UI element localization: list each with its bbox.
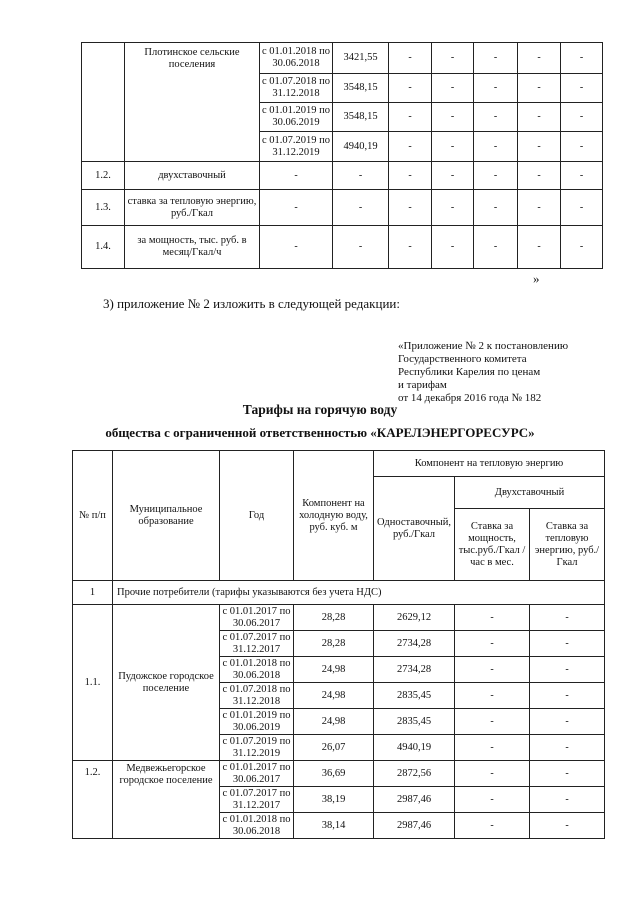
dash-cell: -	[518, 226, 561, 269]
row-label: ставка за тепловую энергию, руб./Гкал	[125, 190, 260, 226]
dash-cell: -	[333, 226, 389, 269]
thermal-rate-cell: -	[530, 709, 605, 735]
dash-cell: -	[561, 103, 603, 132]
capacity-cell: -	[455, 657, 530, 683]
dash-cell: -	[561, 226, 603, 269]
capacity-cell: -	[455, 813, 530, 839]
group-num: 1.2.	[73, 761, 113, 839]
header-thermal-rate: Ставка за тепловую энергию, руб./Гкал	[530, 509, 605, 581]
dash-cell: -	[561, 190, 603, 226]
document-subtitle: общества с ограниченной ответственностью «КАРЕЛЭНЕРГОРЕСУРС»	[105, 425, 535, 440]
one-rate-cell: 2987,46	[374, 787, 455, 813]
period-cell: с 01.01.2019 по 30.06.2019	[220, 709, 294, 735]
thermal-rate-cell: -	[530, 631, 605, 657]
dash-cell: -	[518, 43, 561, 74]
dash-cell: -	[561, 43, 603, 74]
period-cell: с 01.07.2018 по 31.12.2018	[260, 74, 333, 103]
thermal-rate-cell: -	[530, 761, 605, 787]
period-cell: с 01.07.2017 по 31.12.2017	[220, 787, 294, 813]
dash-cell: -	[474, 162, 518, 190]
one-rate-cell: 2987,46	[374, 813, 455, 839]
continuation-table	[81, 42, 603, 269]
dash-cell: -	[260, 162, 333, 190]
cold-cell: 24,98	[294, 709, 374, 735]
dash-cell: -	[432, 43, 474, 74]
dash-cell: -	[432, 74, 474, 103]
period-cell: с 01.01.2018 по 30.06.2018	[220, 813, 294, 839]
cold-cell: 38,14	[294, 813, 374, 839]
dash-cell: -	[474, 103, 518, 132]
row-number-cell	[82, 43, 125, 162]
table-row	[82, 226, 603, 269]
capacity-cell: -	[455, 631, 530, 657]
row-number: 1.2.	[82, 162, 125, 190]
section-row	[73, 581, 605, 605]
period-cell: с 01.01.2017 по 30.06.2017	[220, 605, 294, 631]
dash-cell: -	[260, 190, 333, 226]
row-number: 1.3.	[82, 190, 125, 226]
dash-cell: -	[260, 226, 333, 269]
value-cell: 3548,15	[333, 74, 389, 103]
closing-quote: »	[533, 271, 540, 286]
header-num: № п/п	[73, 451, 113, 581]
document-title: Тарифы на горячую воду	[242, 402, 398, 417]
dash-cell: -	[561, 74, 603, 103]
capacity-cell: -	[455, 683, 530, 709]
table-row	[82, 43, 603, 74]
value-cell: 3548,15	[333, 103, 389, 132]
period-cell: с 01.01.2018 по 30.06.2018	[260, 43, 333, 74]
value-cell: 4940,19	[333, 132, 389, 162]
thermal-rate-cell: -	[530, 605, 605, 631]
dash-cell: -	[432, 190, 474, 226]
dash-cell: -	[561, 132, 603, 162]
period-cell: с 01.07.2019 по 31.12.2019	[260, 132, 333, 162]
table-row	[82, 190, 603, 226]
dash-cell: -	[389, 74, 432, 103]
dash-cell: -	[518, 132, 561, 162]
appendix-line: и тарифам	[398, 379, 447, 391]
value-cell: 3421,55	[333, 43, 389, 74]
one-rate-cell: 2835,45	[374, 709, 455, 735]
table-row	[82, 162, 603, 190]
group-name: Медвежьегорское городское поселение	[113, 761, 220, 839]
table-row	[73, 761, 605, 787]
dash-cell: -	[474, 190, 518, 226]
cold-cell: 28,28	[294, 631, 374, 657]
period-cell: с 01.07.2017 по 31.12.2017	[220, 631, 294, 657]
tariff-table	[72, 450, 605, 839]
period-cell: с 01.07.2019 по 31.12.2019	[220, 735, 294, 761]
dash-cell: -	[389, 162, 432, 190]
dash-cell: -	[518, 162, 561, 190]
org-label: Плотинское сельские поселения	[125, 43, 260, 162]
thermal-rate-cell: -	[530, 813, 605, 839]
one-rate-cell: 2734,28	[374, 631, 455, 657]
dash-cell: -	[474, 74, 518, 103]
row-label: двухставочный	[125, 162, 260, 190]
dash-cell: -	[333, 190, 389, 226]
dash-cell: -	[518, 190, 561, 226]
period-cell: с 01.01.2017 по 30.06.2017	[220, 761, 294, 787]
cold-cell: 28,28	[294, 605, 374, 631]
dash-cell: -	[518, 74, 561, 103]
header-row	[73, 451, 605, 477]
amendment-item: 3) приложение № 2 изложить в следующей редакции:	[103, 296, 400, 311]
section-label: Прочие потребители (тарифы указываются без учета НДС)	[113, 581, 605, 605]
appendix-line: от 14 декабря 2016 года № 182	[398, 392, 542, 404]
thermal-rate-cell: -	[530, 683, 605, 709]
thermal-rate-cell: -	[530, 735, 605, 761]
dash-cell: -	[432, 103, 474, 132]
dash-cell: -	[474, 132, 518, 162]
header-capacity: Ставка за мощность, тыс.руб./Гкал / час в мес.	[455, 509, 530, 581]
dash-cell: -	[389, 132, 432, 162]
one-rate-cell: 2734,28	[374, 657, 455, 683]
appendix-line: Государственного комитета	[398, 353, 527, 365]
dash-cell: -	[389, 103, 432, 132]
dash-cell: -	[432, 162, 474, 190]
header-thermal: Компонент на тепловую энергию	[374, 451, 605, 477]
appendix-line: «Приложение № 2 к постановлению	[398, 340, 569, 352]
cold-cell: 24,98	[294, 657, 374, 683]
header-municipality: Муниципальное образование	[113, 451, 220, 581]
cold-cell: 38,19	[294, 787, 374, 813]
dash-cell: -	[333, 162, 389, 190]
dash-cell: -	[432, 226, 474, 269]
table-row	[73, 605, 605, 631]
appendix-line: Республики Карелия по ценам	[398, 366, 541, 378]
capacity-cell: -	[455, 605, 530, 631]
one-rate-cell: 2835,45	[374, 683, 455, 709]
one-rate-cell: 4940,19	[374, 735, 455, 761]
dash-cell: -	[474, 226, 518, 269]
dash-cell: -	[389, 43, 432, 74]
section-num: 1	[73, 581, 113, 605]
period-cell: с 01.07.2018 по 31.12.2018	[220, 683, 294, 709]
header-one-rate: Одноставочный, руб./Гкал	[374, 477, 455, 581]
period-cell: с 01.01.2019 по 30.06.2019	[260, 103, 333, 132]
dash-cell: -	[389, 226, 432, 269]
capacity-cell: -	[455, 787, 530, 813]
dash-cell: -	[389, 190, 432, 226]
one-rate-cell: 2629,12	[374, 605, 455, 631]
thermal-rate-cell: -	[530, 787, 605, 813]
row-label: за мощность, тыс. руб. в месяц/Гкал/ч	[125, 226, 260, 269]
capacity-cell: -	[455, 709, 530, 735]
cold-cell: 24,98	[294, 683, 374, 709]
header-two-rate: Двухставочный	[455, 477, 605, 509]
row-number: 1.4.	[82, 226, 125, 269]
header-year: Год	[220, 451, 294, 581]
header-cold-water: Компонент на холодную воду, руб. куб. м	[294, 451, 374, 581]
dash-cell: -	[561, 162, 603, 190]
period-cell: с 01.01.2018 по 30.06.2018	[220, 657, 294, 683]
dash-cell: -	[474, 43, 518, 74]
capacity-cell: -	[455, 735, 530, 761]
capacity-cell: -	[455, 761, 530, 787]
dash-cell: -	[432, 132, 474, 162]
group-num: 1.1.	[73, 605, 113, 761]
thermal-rate-cell: -	[530, 657, 605, 683]
cold-cell: 26,07	[294, 735, 374, 761]
appendix-reference	[398, 340, 568, 405]
one-rate-cell: 2872,56	[374, 761, 455, 787]
cold-cell: 36,69	[294, 761, 374, 787]
group-name: Пудожское городское поселение	[113, 605, 220, 761]
dash-cell: -	[518, 103, 561, 132]
